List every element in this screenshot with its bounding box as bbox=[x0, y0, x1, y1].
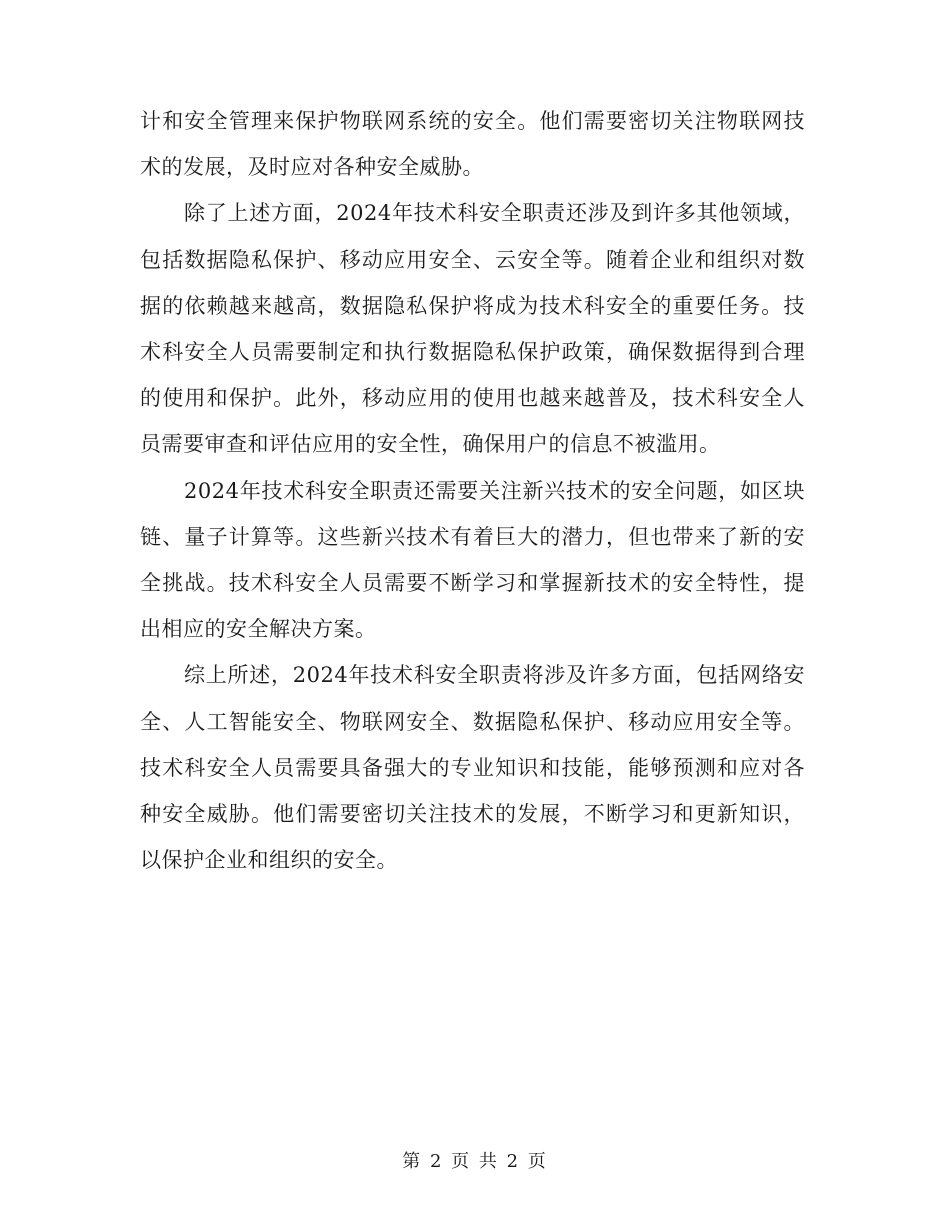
paragraph-2: 除了上述方面，2024年技术科安全职责还涉及到许多其他领域，包括数据隐私保护、移动应用安全、云安全等。随着企业和组织对数据的依赖越来越高，数据隐私保护将成为技术科安全的重要任务。技术科安全人员需要制定和执行数据隐私保护政策，确保数据得到合理的使用和保护。此外，移动应用的使用也越来越普及，技术科安全人员需要审查和评估应用的安全性，确保用户的信息不被滥用。 bbox=[140, 201, 805, 457]
paragraph-4: 综上所述，2024年技术科安全职责将涉及许多方面，包括网络安全、人工智能安全、物联网安全、数据隐私保护、移动应用安全等。技术科安全人员需要具备强大的专业知识和技能，能够预测和应对各种安全威胁。他们需要密切关注技术的发展，不断学习和更新知识，以保护企业和组织的安全。 bbox=[140, 663, 805, 873]
page-number-footer: 第 2 页 共 2 页 bbox=[402, 1151, 548, 1172]
paragraph-3: 2024年技术科安全职责还需要关注新兴技术的安全问题，如区块链、量子计算等。这些新兴技术有着巨大的潜力，但也带来了新的安全挑战。技术科安全人员需要不断学习和掌握新技术的安全特性，提出相应的安全解决方案。 bbox=[140, 478, 805, 642]
paragraph-1: 计和安全管理来保护物联网系统的安全。他们需要密切关注物联网技术的发展，及时应对各种安全威胁。 bbox=[140, 109, 805, 180]
document-body bbox=[140, 98, 805, 883]
